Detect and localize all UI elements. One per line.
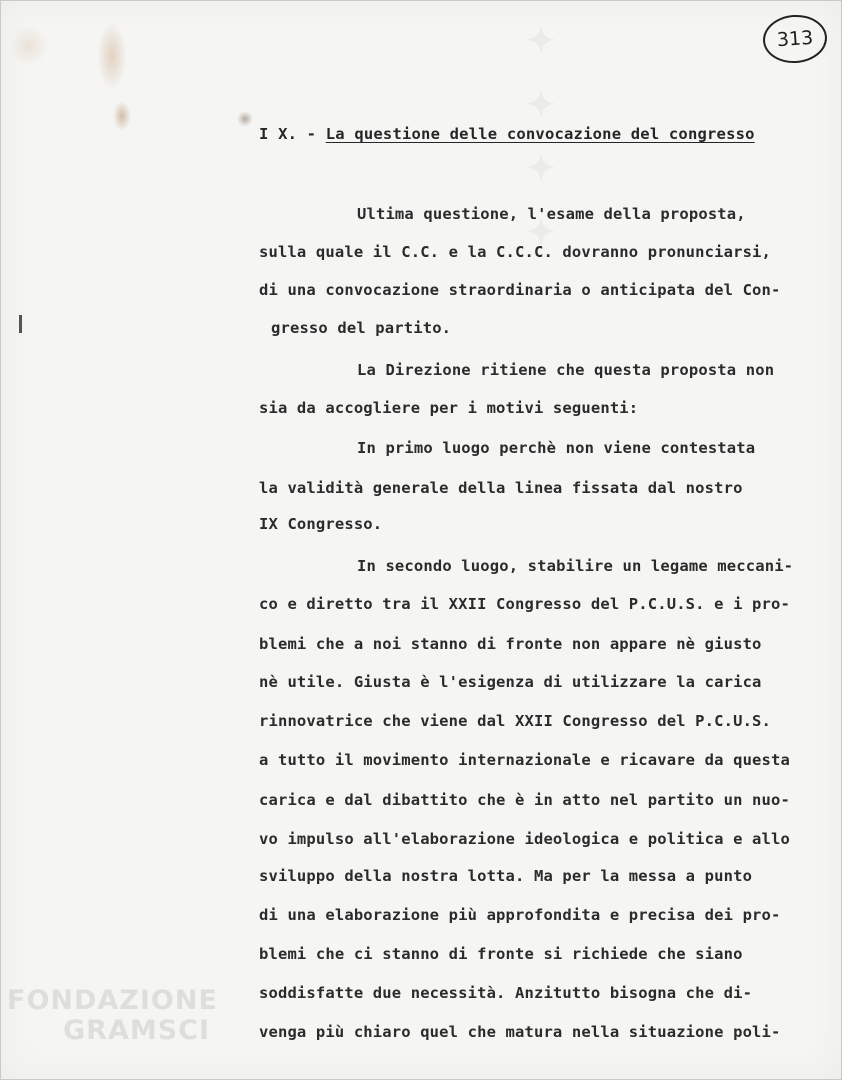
text-line: sia da accogliere per i motivi seguenti: [259, 399, 639, 417]
text-line: di una elaborazione più approfondita e precisa dei pro- [259, 906, 781, 924]
text-line: In secondo luogo, stabilire un legame meccani- [357, 557, 794, 575]
text-line: carica e dal dibattito che è in atto nel partito un nuo- [259, 791, 790, 809]
rust-stain [97, 21, 127, 91]
faded-stamp: ✦ ✦ ✦ ✦ [521, 21, 561, 259]
text-line: Ultima questione, l'esame della proposta, [357, 205, 746, 223]
text-line: di una convocazione straordinaria o anticipata del Con- [259, 281, 781, 299]
text-line: sviluppo della nostra lotta. Ma per la messa a punto [259, 867, 753, 885]
rust-stain [9, 26, 49, 66]
rust-stain [237, 111, 253, 127]
text-line: a tutto il movimento internazionale e ricavare da questa [259, 751, 790, 769]
text-line: nè utile. Giusta è l'esigenza di utilizzare la carica [259, 673, 762, 691]
text-line: In primo luogo perchè non viene contestata [357, 439, 756, 457]
text-line: la validità generale della linea fissata dal nostro [259, 479, 743, 497]
text-line: blemi che a noi stanno di fronte non appare nè giusto [259, 635, 762, 653]
text-line: rinnovatrice che viene dal XXII Congresso del P.C.U.S. [259, 712, 772, 730]
watermark-line-2: GRAMSCI [63, 1015, 211, 1046]
text-line: gresso del partito. [271, 319, 452, 337]
text-line: blemi che ci stanno di fronte si richiede che siano [259, 945, 743, 963]
watermark-line-1: FONDAZIONE [7, 985, 218, 1016]
page-number [761, 13, 828, 65]
text-line: soddisfatte due necessità. Anzitutto bisogna che di- [259, 984, 753, 1002]
text-line: vo impulso all'elaborazione ideologica e politica e allo [259, 830, 790, 848]
margin-mark [19, 315, 22, 333]
text-line: venga più chiaro quel che matura nella situazione poli- [259, 1023, 781, 1041]
fondazione-watermark [7, 986, 218, 1046]
text-line: sulla quale il C.C. e la C.C.C. dovranno pronunciarsi, [259, 243, 772, 261]
text-line: La Direzione ritiene che questa proposta non [357, 361, 775, 379]
section-title: La questione delle convocazione del congresso [325, 125, 755, 143]
rust-stain [113, 101, 131, 131]
text-line: co e diretto tra il XXII Congresso del P.C.U.S. e i pro- [259, 595, 790, 613]
text-line: IX Congresso. [259, 515, 383, 533]
section-number: I X. - [259, 125, 326, 143]
section-heading [259, 125, 755, 143]
page-number-text: 313 [776, 26, 814, 52]
